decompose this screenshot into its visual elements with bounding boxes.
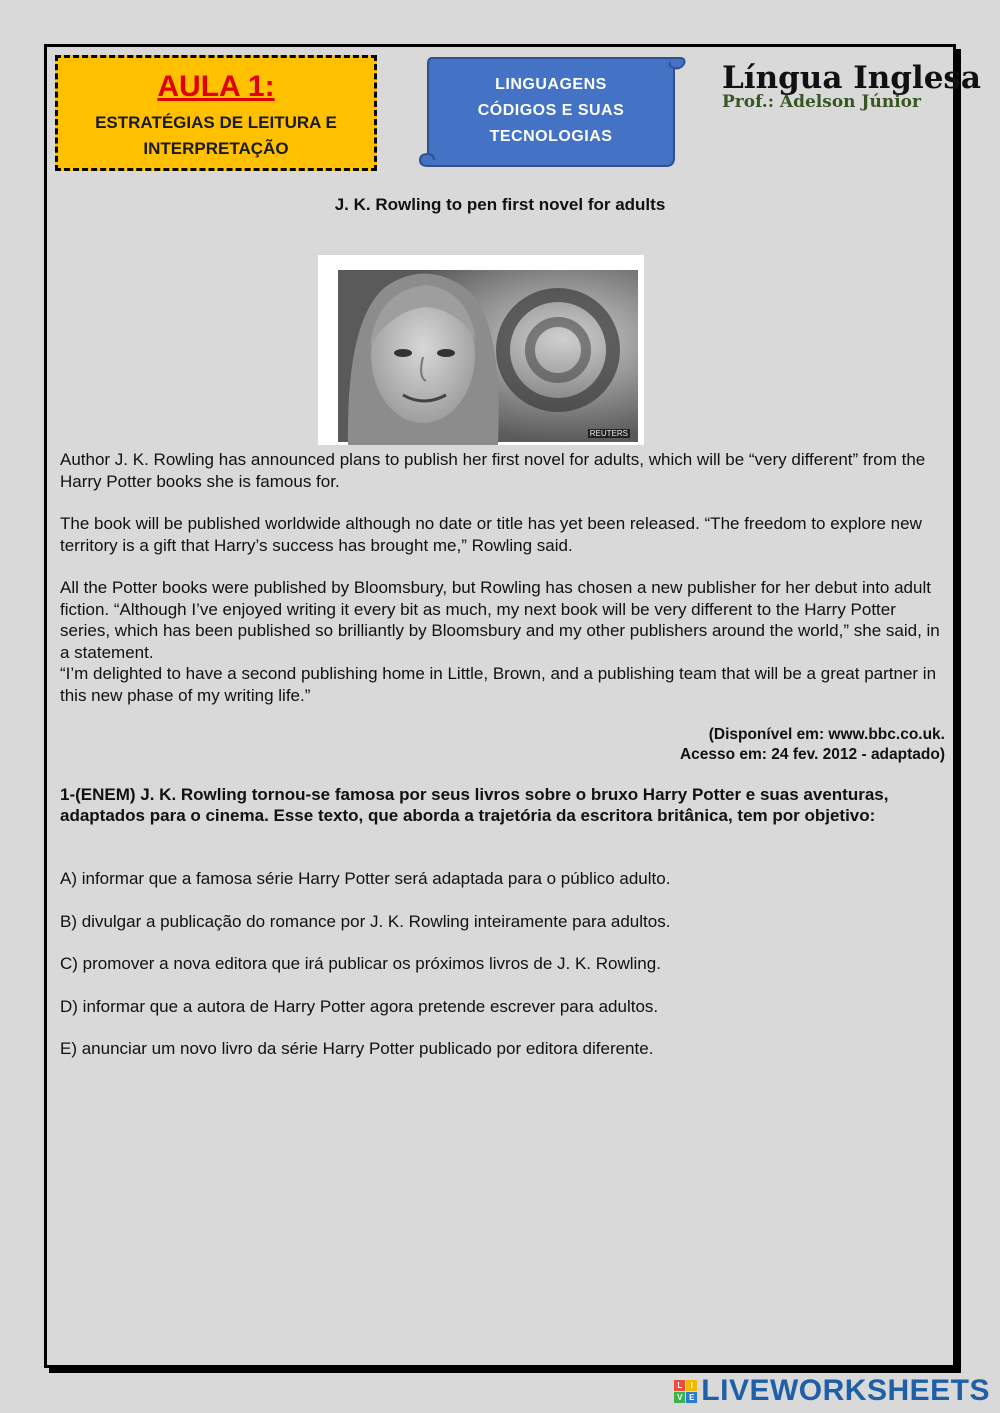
option-c[interactable]: C) promover a nova editora que irá publicar os próximos livros de J. K. Rowling.: [60, 954, 661, 973]
article-body: [60, 449, 950, 727]
logo-icon: [674, 1380, 697, 1403]
portrait-illustration: [318, 255, 644, 445]
lesson-title: AULA 1:: [157, 70, 275, 103]
lesson-subtitle-line1: ESTRATÉGIAS DE LEITURA E: [95, 113, 337, 132]
option-b[interactable]: B) divulgar a publicação do romance por J. K. Rowling inteiramente para adultos.: [60, 911, 671, 931]
author-photo: [318, 255, 644, 445]
lesson-header-box: [55, 55, 377, 171]
article-paragraph: The book will be published worldwide although no date or title has yet been released. “The freedom to explore new territory is a gift that Harry’s success has brought me,” Rowling said.: [60, 514, 922, 555]
article-paragraph: “I’m delighted to have a second publishing home in Little, Brown, and a publishing team that will be a great partner in this new phase of my writing life.”: [60, 664, 937, 705]
area-line1: LINGUAGENS: [495, 76, 607, 93]
area-line3: TECNOLOGIAS: [489, 128, 613, 145]
option-a[interactable]: A) informar que a famosa série Harry Potter será adaptada para o público adulto.: [60, 869, 671, 888]
option-d[interactable]: D) informar que a autora de Harry Potter agora pretende escrever para adultos.: [60, 996, 659, 1016]
subject-title: Língua Inglesa: [722, 60, 981, 96]
answer-options: [60, 869, 950, 1082]
area-label: [440, 72, 662, 150]
logo-letter: L: [674, 1380, 685, 1391]
photo-credit: REUTERS: [589, 429, 628, 438]
logo-letter: V: [674, 1392, 685, 1403]
article-title: J. K. Rowling to pen first novel for adults: [334, 195, 666, 214]
teacher-name: Prof.: Adelson Júnior: [722, 92, 921, 112]
logo-letter: I: [686, 1380, 697, 1391]
liveworksheets-logo: [674, 1374, 990, 1408]
subject-block: [722, 60, 981, 112]
lesson-subtitle-line2: INTERPRETAÇÃO: [143, 139, 289, 158]
logo-letter: E: [686, 1392, 697, 1403]
logo-text: LIVEWORKSHEETS: [701, 1374, 990, 1407]
source-line1: (Disponível em: www.bbc.co.uk.: [708, 726, 945, 743]
area-line2: CÓDIGOS E SUAS: [477, 102, 625, 119]
area-scroll-banner: [418, 54, 686, 170]
article-paragraph: Author J. K. Rowling has announced plans to publish her first novel for adults, which will be “very different” from the Harry Potter books she is famous for.: [60, 450, 926, 491]
lesson-subtitle: [58, 110, 374, 162]
article-paragraph: All the Potter books were published by Bloomsbury, but Rowling has chosen a new publisher for her debut into adult fiction. “Although I’ve enjoyed writing it every bit as much, my next book will be very different to the Harry Potter series, which has been published so brilliantly by Bloomsbury and my other publishers around the world,” she said, in a statement.: [60, 578, 940, 662]
question-prompt: 1-(ENEM) J. K. Rowling tornou-se famosa por seus livros sobre o bruxo Harry Potter e suas aventuras, adaptados para o cinema. Esse texto, que aborda a trajetória da escritora britânica, tem por objetivo:: [60, 785, 889, 825]
source-line2: Acesso em: 24 fev. 2012 - adaptado): [679, 746, 945, 763]
option-e[interactable]: E) anunciar um novo livro da série Harry Potter publicado por editora diferente.: [60, 1039, 654, 1058]
article-source: [680, 725, 945, 765]
